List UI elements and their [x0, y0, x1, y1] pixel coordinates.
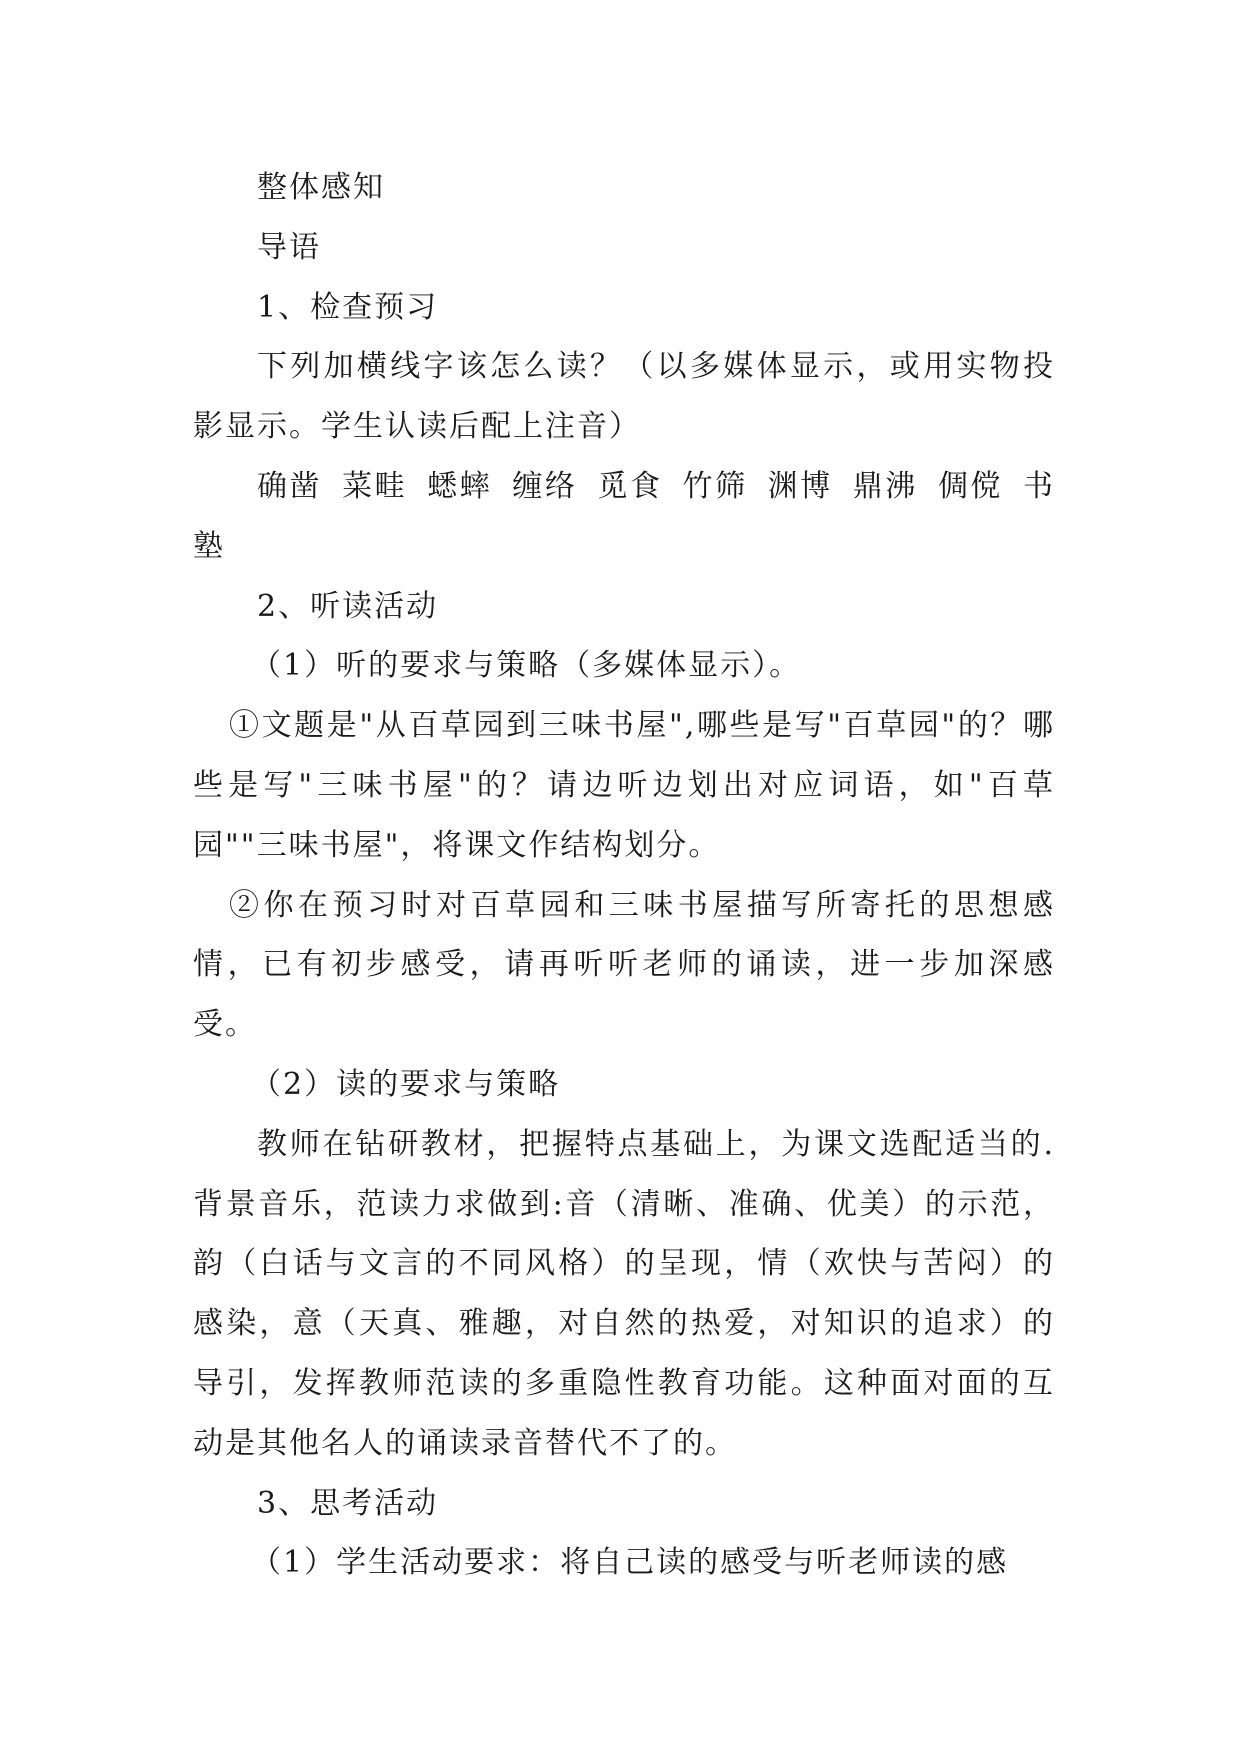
paragraph-listening-item-1: ①文题是"从百草园到三味书屋",哪些是写"百草园"的？哪些是写"三味书屋"的？请边听边划出对应词语，如"百草园""三味书屋"，将课文作结构划分。: [193, 708, 1055, 863]
step-heading-check-preview: 1、检查预习: [257, 289, 439, 325]
paragraph-student-activity-requirements: （1）学生活动要求：将自己读的感受与听老师读的感: [251, 1545, 1009, 1581]
paragraph-listening-item-2: ②你在预习时对百草园和三味书屋描写所寄托的思想感情，已有初步感受，请再听听老师的诵读，进一步加深感受。: [193, 887, 1055, 1043]
step-heading-thinking-activity: 3、思考活动: [257, 1485, 439, 1521]
paragraph-vocabulary-list: 确凿 菜畦 蟋蟀 缠络 觅食 竹筛 渊博 鼎沸 倜傥 书塾: [193, 468, 1055, 564]
document-body: [193, 158, 1055, 1593]
sub-heading-reading-requirements: （2）读的要求与策略: [251, 1066, 561, 1102]
section-heading-overall-perception: 整体感知: [257, 170, 385, 205]
step-heading-listening-activity: 2、听读活动: [257, 588, 439, 624]
paragraph-pronunciation-question: 下列加横线字该怎么读？（以多媒体显示，或用实物投影显示。学生认读后配上注音）: [193, 349, 1055, 445]
section-heading-introduction: 导语: [257, 229, 321, 265]
sub-heading-listening-requirements: （1）听的要求与策略（多媒体显示）。: [251, 648, 802, 684]
paragraph-teacher-reading: 教师在钻研教材，把握特点基础上，为课文选配适当的.背景音乐，范读力求做到:音（清晰、准确、优美）的示范，韵（白话与文言的不同风格）的呈现，情（欢快与苦闷）的感染，意（天真、雅趣，对自然的热爱，对知识的追求）的导引，发挥教师范读的多重隐性教育功能。这种面对面的互动是其他名人的诵读录音替代不了的。: [193, 1126, 1055, 1461]
